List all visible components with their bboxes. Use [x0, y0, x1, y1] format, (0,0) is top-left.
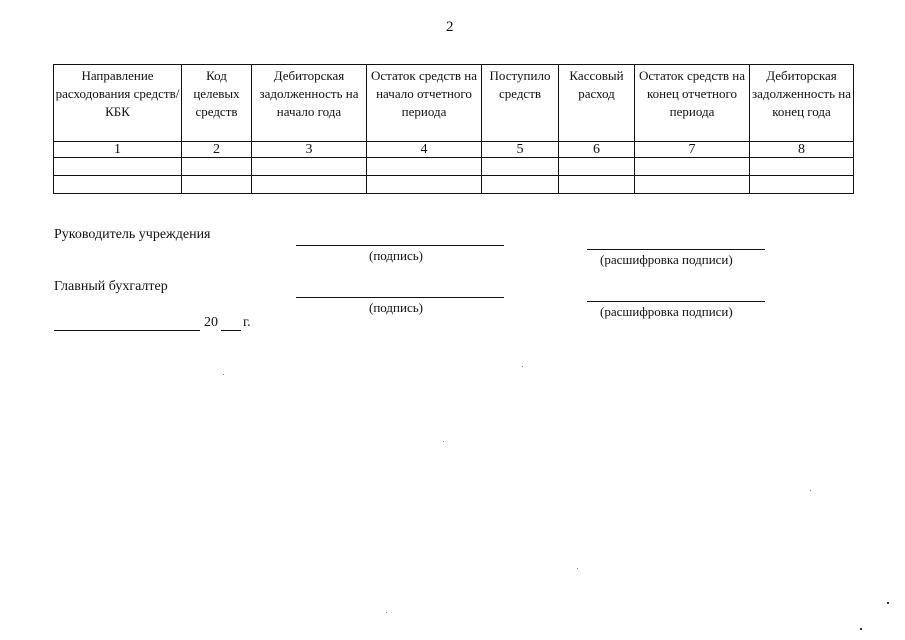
header-receivables-start: Дебиторская задолженность на начало года — [252, 65, 367, 142]
table-cell[interactable] — [182, 176, 252, 194]
accountant-signature-caption: (подпись) — [369, 300, 423, 315]
column-number: 5 — [482, 142, 559, 158]
table-header-row — [54, 65, 854, 142]
table-cell[interactable] — [54, 158, 182, 176]
table-cell[interactable] — [367, 158, 482, 176]
column-number: 6 — [559, 142, 635, 158]
header-balance-start: Остаток средств на начало отчетного периода — [367, 65, 482, 142]
scan-speck — [887, 602, 889, 604]
head-of-institution-label: Руководитель учреждения — [54, 227, 211, 242]
header-expense-direction: Направление расходования средств/КБК — [54, 65, 182, 142]
date-suffix: г. — [243, 315, 251, 330]
column-number: 4 — [367, 142, 482, 158]
head-signature-caption: (подпись) — [369, 248, 423, 263]
header-receivables-end: Дебиторская задолженность на конец года — [750, 65, 854, 142]
table-cell[interactable] — [559, 158, 635, 176]
accountant-signature-line[interactable] — [296, 297, 504, 298]
scan-speck — [860, 628, 862, 630]
scan-speck — [386, 612, 387, 613]
table-cell[interactable] — [182, 158, 252, 176]
column-number: 8 — [750, 142, 854, 158]
chief-accountant-label: Главный бухгалтер — [54, 279, 168, 294]
table-cell[interactable] — [252, 158, 367, 176]
scan-speck — [522, 366, 523, 367]
column-number: 3 — [252, 142, 367, 158]
page-number: 2 — [446, 19, 454, 35]
accountant-decoding-caption: (расшифровка подписи) — [600, 304, 733, 319]
header-received: Поступило средств — [482, 65, 559, 142]
table-cell[interactable] — [635, 176, 750, 194]
table-cell[interactable] — [750, 158, 854, 176]
table-cell[interactable] — [482, 176, 559, 194]
table-row — [54, 158, 854, 176]
date-year-prefix: 20 — [204, 315, 218, 330]
header-balance-end: Остаток средств на конец отчетного периода — [635, 65, 750, 142]
table-cell[interactable] — [54, 176, 182, 194]
report-table — [53, 64, 854, 194]
scan-speck — [810, 490, 811, 491]
table-cell[interactable] — [635, 158, 750, 176]
scan-speck — [443, 441, 444, 442]
head-signature-line[interactable] — [296, 245, 504, 246]
table-cell[interactable] — [252, 176, 367, 194]
header-target-funds-code: Код целевых средств — [182, 65, 252, 142]
date-day-month-line[interactable] — [54, 330, 200, 331]
table-cell[interactable] — [482, 158, 559, 176]
head-decoding-line[interactable] — [587, 249, 765, 250]
accountant-decoding-line[interactable] — [587, 301, 765, 302]
column-number-row — [54, 142, 854, 158]
table-cell[interactable] — [367, 176, 482, 194]
date-year-line[interactable] — [221, 330, 241, 331]
table-cell[interactable] — [750, 176, 854, 194]
column-number: 2 — [182, 142, 252, 158]
scan-speck — [577, 568, 578, 569]
table-row — [54, 176, 854, 194]
scan-speck — [223, 374, 224, 375]
column-number: 7 — [635, 142, 750, 158]
table-cell[interactable] — [559, 176, 635, 194]
header-cash-expense: Кассовый расход — [559, 65, 635, 142]
head-decoding-caption: (расшифровка подписи) — [600, 252, 733, 267]
column-number: 1 — [54, 142, 182, 158]
